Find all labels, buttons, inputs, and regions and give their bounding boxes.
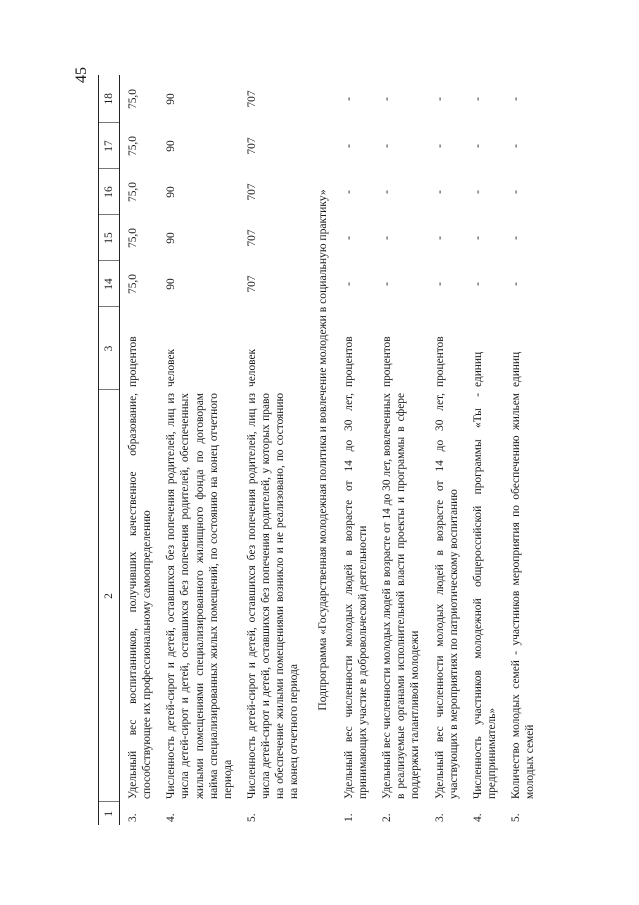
value-cell: 75,0 <box>127 89 139 109</box>
table-header <box>99 75 120 825</box>
indicators-table <box>98 75 541 825</box>
value-cell: - <box>433 190 446 194</box>
indicator-name: Удельный вес численности молодых людей в возрасте от 14 до 30 лет, принимающих участие в добровольческой деятельности <box>342 393 370 799</box>
unit-cell: единиц <box>471 351 484 387</box>
unit-cell: единиц <box>510 351 523 387</box>
value-cell: 75,0 <box>127 182 139 202</box>
subprogram-title: Подпрограмма «Государственная молодежная политика и вовлечение молодежи в социальную практику» <box>315 189 329 711</box>
row-number: 4. <box>165 813 178 822</box>
header-cell: 17 <box>99 123 120 169</box>
value-cell: 707 <box>245 90 258 108</box>
value-cell: 75,0 <box>127 136 139 156</box>
indicator-name: Удельный вес численности молодых людей в возрасте от 14 до 30 лет, вовлеченных в реализуемые органами исполнительной власти проекты и программы в сфере поддержки талантливой молодежи <box>381 393 422 799</box>
value-cell: - <box>471 282 484 286</box>
value-cell: - <box>433 144 446 148</box>
indicator-name: Удельный вес численности молодых людей в возрасте от 14 до 30 лет, участвующих в мероприятиях по патриотическому воспитанию <box>433 393 460 799</box>
row-number: 3. <box>127 813 139 822</box>
row-number: 3. <box>433 813 446 822</box>
indicator-name: Удельный вес воспитанников, получивших качественное образование, способствующее их профессиональному самоопределению <box>127 393 154 799</box>
table-row <box>239 75 306 825</box>
header-cell: 1 <box>99 802 120 825</box>
value-cell: - <box>471 190 484 194</box>
indicator-name: Численность детей-сирот и детей, оставшихся без попечения родителей, лиц из числа детей-сирот и детей, оставшихся без попечения родителей, обеспеченных жилыми помещениями специализированного жилищного фонда по договорам найма специализированных жилых помещений, по состоянию на конец отчетного периода <box>165 393 234 799</box>
value-cell: - <box>510 236 523 240</box>
table-row <box>427 75 465 825</box>
value-cell: 90 <box>165 278 178 290</box>
value-cell: - <box>433 282 446 286</box>
value-cell: - <box>381 236 394 240</box>
value-cell: - <box>342 236 355 240</box>
unit-cell: процентов <box>433 336 446 387</box>
header-cell: 3 <box>99 307 120 390</box>
value-cell: - <box>510 190 523 194</box>
subprogram-row <box>306 75 336 825</box>
value-cell: - <box>433 97 446 101</box>
value-cell: - <box>342 144 355 148</box>
value-cell: - <box>471 144 484 148</box>
value-cell: - <box>381 97 394 101</box>
value-cell: - <box>510 97 523 101</box>
value-cell: - <box>381 282 394 286</box>
row-number: 2. <box>381 813 394 822</box>
table-row <box>503 75 541 825</box>
indicator-name: Численность участников молодежной общероссийской программы «Ты - предприниматель» <box>471 393 499 799</box>
value-cell: 707 <box>245 229 258 247</box>
value-cell: 90 <box>165 140 178 152</box>
value-cell: - <box>510 282 523 286</box>
value-cell: 90 <box>165 232 178 244</box>
indicator-name: Численность детей-сирот и детей, оставшихся без попечения родителей, лиц из числа детей-сирот и детей, оставшихся без попечения родителей, у которых право на обеспечение жилыми помещениями возникло и не реализовано, по состоянию на конец отчетного периода <box>245 393 301 799</box>
value-cell: - <box>510 144 523 148</box>
unit-cell: процентов <box>342 336 355 387</box>
value-cell: - <box>342 97 355 101</box>
row-number: 5. <box>245 813 258 822</box>
header-cell: 18 <box>99 75 120 123</box>
value-cell: - <box>471 97 484 101</box>
table-row <box>336 75 374 825</box>
header-cell: 16 <box>99 169 120 215</box>
unit-cell: процентов <box>127 336 139 387</box>
value-cell: 90 <box>165 186 178 198</box>
indicator-name: Количество молодых семей - участников мероприятия по обеспечению жильем молодых семей <box>510 393 537 799</box>
value-cell: - <box>342 190 355 194</box>
value-cell: - <box>381 190 394 194</box>
unit-cell: человек <box>165 348 178 387</box>
value-cell: - <box>471 236 484 240</box>
row-number: 5. <box>510 813 523 822</box>
row-number: 1. <box>342 813 355 822</box>
table-row <box>120 75 159 825</box>
header-row <box>99 75 120 825</box>
page-number: 45 <box>73 67 90 83</box>
value-cell: - <box>342 282 355 286</box>
value-cell: 707 <box>245 275 258 293</box>
value-cell: 75,0 <box>127 228 139 248</box>
header-cell: 14 <box>99 261 120 307</box>
value-cell: 75,0 <box>127 274 139 294</box>
value-cell: 707 <box>245 183 258 201</box>
table-row <box>465 75 503 825</box>
table-row <box>374 75 426 825</box>
value-cell: 707 <box>245 137 258 155</box>
table-row <box>158 75 239 825</box>
value-cell: - <box>381 144 394 148</box>
table-body <box>120 75 542 825</box>
row-number: 4. <box>471 813 484 822</box>
value-cell: 90 <box>165 93 178 105</box>
value-cell: - <box>433 236 446 240</box>
header-cell: 15 <box>99 215 120 261</box>
header-cell: 2 <box>99 390 120 802</box>
unit-cell: процентов <box>381 336 394 387</box>
unit-cell: человек <box>245 348 258 387</box>
